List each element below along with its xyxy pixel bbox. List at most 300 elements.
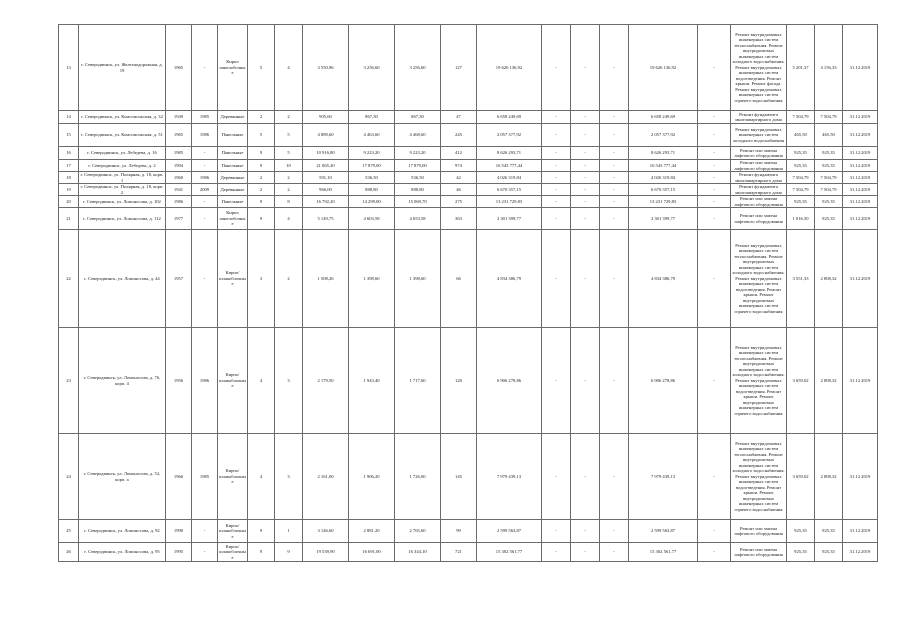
- cell-cost-regional: -: [571, 184, 600, 196]
- cell-entrances: 3: [275, 434, 303, 520]
- cell-area-living: 1 943,40: [349, 328, 395, 434]
- cell-area-residential: 2 765,60: [395, 520, 441, 543]
- cell-row-number: 21: [59, 208, 79, 230]
- cell-area-residential: 1 398,60: [395, 230, 441, 328]
- cell-cost-other: -: [698, 172, 731, 184]
- cell-residents: 127: [441, 25, 477, 111]
- cell-cost-regional: -: [571, 147, 600, 160]
- cell-year-commissioned: 2009: [192, 184, 218, 196]
- cell-unit-cost-limit: 7 504,79: [815, 184, 843, 196]
- cell-cost-regional: -: [571, 434, 600, 520]
- cell-year-commissioned: -: [192, 147, 218, 160]
- cell-cost-owners: 4 834 386,79: [629, 230, 698, 328]
- cell-floors: 2: [248, 172, 275, 184]
- cell-entrances: 5: [275, 124, 303, 147]
- cell-cost-total: 2 599 563,87: [477, 520, 542, 543]
- cell-cost-regional: -: [571, 543, 600, 562]
- cell-floors: 3: [248, 230, 275, 328]
- cell-wall-material: Кирпо/ шлакоблочные: [218, 520, 248, 543]
- cell-cost-other: -: [698, 184, 731, 196]
- cell-address: г. Северодвинск, ул. Комсомольская, д. 32: [79, 111, 166, 124]
- table-row: [59, 172, 878, 184]
- cell-year-commissioned: -: [192, 25, 218, 111]
- cell-wall-material: Панельные: [218, 124, 248, 147]
- cell-unit-cost-limit: 925,35: [815, 196, 843, 208]
- cell-unit-cost-limit: 465,50: [815, 124, 843, 147]
- cell-entrances: 5: [275, 147, 303, 160]
- cell-row-number: 26: [59, 543, 79, 562]
- cell-cost-federal: -: [542, 147, 571, 160]
- cell-entrances: 3: [275, 328, 303, 434]
- cell-wall-material: Кирпо/ шлакоблочные: [219, 543, 246, 560]
- cell-works-list: Ремонт фундамента многоквартирного дома: [731, 111, 787, 124]
- cell-cost-other: -: [698, 520, 731, 543]
- cell-works-list: Ремонт или замена лифтового оборудования: [731, 196, 787, 208]
- cell-cost-municipal: -: [600, 520, 629, 543]
- cell-year-commissioned: -: [192, 543, 218, 562]
- cell-wall-material: Деревянные: [218, 172, 248, 184]
- cell-year-built: 1985: [166, 147, 192, 160]
- cell-cost-municipal: -: [600, 160, 629, 172]
- cell-cost-total: 4 834 386,79: [477, 230, 542, 328]
- cell-residents: 363: [441, 208, 477, 230]
- cell-wall-material: Деревянные: [218, 184, 248, 196]
- cell-cost-regional: -: [571, 520, 600, 543]
- cell-year-built: 1956: [166, 328, 192, 434]
- cell-floors: 9: [248, 543, 275, 562]
- cell-unit-cost: 925,35: [787, 160, 815, 172]
- cell-area-total: 5 149,75: [303, 208, 349, 230]
- cell-entrances: 2: [275, 111, 303, 124]
- cell-address: г. Северодвинск, ул. Ломоносова, д. 112: [79, 208, 166, 230]
- cell-cost-regional: -: [571, 172, 600, 184]
- cell-area-living: 888,80: [349, 184, 395, 196]
- cell-floors: 4: [248, 328, 275, 434]
- cell-year-built: 1966: [166, 434, 192, 520]
- cell-area-residential: 1 717,60: [395, 328, 441, 434]
- table-row: [59, 520, 878, 543]
- cell-cost-municipal: -: [600, 25, 629, 111]
- cell-completion-date: 31.12.2019: [843, 328, 878, 434]
- cell-year-built: 1957: [166, 230, 192, 328]
- cell-year-commissioned: 1986: [192, 172, 218, 184]
- cell-area-residential: 4 468,60: [395, 124, 441, 147]
- cell-completion-date: 31.12.2019: [843, 111, 878, 124]
- cell-area-total: 21 065,20: [303, 160, 349, 172]
- cell-wall-material: Кирпо панелобочныe: [218, 25, 248, 111]
- cell-works-list: Ремонт фундамента многоквартирного дома: [731, 184, 787, 196]
- cell-wall-material: Кирпо/ шлакоблочные: [218, 328, 248, 434]
- table-row: [59, 147, 878, 160]
- cell-area-total: 1 508,26: [303, 230, 349, 328]
- cell-cost-other: -: [698, 25, 731, 111]
- cell-cost-other: -: [698, 543, 731, 562]
- cell-cost-federal: -: [542, 111, 571, 124]
- cell-area-living: 16 691,00: [349, 543, 395, 562]
- cell-cost-other: -: [698, 196, 731, 208]
- cell-address: г. Северодвинск, ул. Ломоносова, д. 76, корп. 4: [79, 328, 166, 434]
- cell-address: г. Северодвинск, ул. Комсомольская, д. 51: [79, 124, 166, 147]
- cell-floors: 4: [248, 434, 275, 520]
- cell-area-total: 966,00: [303, 184, 349, 196]
- cell-cost-regional: -: [571, 160, 600, 172]
- cell-area-residential: 888,80: [395, 184, 441, 196]
- cell-area-living: 1 398,60: [349, 230, 395, 328]
- cell-entrances: 4: [275, 208, 303, 230]
- cell-area-total: 905,60: [303, 111, 349, 124]
- cell-cost-owners: 7 979 439,13: [629, 434, 698, 520]
- cell-cost-total: 6 658 249,69: [477, 111, 542, 124]
- cell-floors: 9: [248, 208, 275, 230]
- cell-residents: 42: [441, 172, 477, 184]
- cell-unit-cost-limit: 925,35: [815, 543, 843, 562]
- cell-year-built: 1977: [166, 208, 192, 230]
- cell-unit-cost: 925,35: [787, 147, 815, 160]
- cell-area-residential: 867,30: [395, 111, 441, 124]
- cell-completion-date: 31.12.2019: [843, 230, 878, 328]
- cell-cost-owners: 6 906 278,86: [629, 328, 698, 434]
- cell-cost-regional: -: [571, 25, 600, 111]
- cell-year-built: 1941: [166, 184, 192, 196]
- cell-area-living: 9 223,20: [349, 147, 395, 160]
- cell-cost-municipal: -: [600, 172, 629, 184]
- cell-unit-cost: 3 659,02: [787, 328, 815, 434]
- cell-cost-owners: 16 543 777,44: [629, 160, 698, 172]
- cell-cost-municipal: -: [600, 124, 629, 147]
- cell-entrances: 1: [275, 520, 303, 543]
- cell-wall-material: Панельные: [218, 160, 248, 172]
- cell-unit-cost-limit: 2 808,32: [815, 434, 843, 520]
- cell-cost-federal: -: [542, 328, 571, 434]
- cell-year-built: 1965: [166, 25, 192, 111]
- cell-cost-federal: -: [542, 230, 571, 328]
- cell-cost-other: -: [698, 147, 731, 160]
- cell-cost-owners: 19 626 136,92: [629, 25, 698, 111]
- cell-cost-owners: 2 599 563,87: [629, 520, 698, 543]
- cell-works-list: Ремонт внутридомовых инженерных систем холодного водоснабжения: [731, 124, 787, 147]
- cell-completion-date: 31.12.2019: [843, 147, 878, 160]
- cell-residents: 721: [441, 543, 477, 562]
- cell-year-built: 1960: [166, 172, 192, 184]
- table-row: [59, 230, 878, 328]
- table-body: [59, 25, 878, 562]
- cell-completion-date: 31.12.2019: [843, 25, 878, 111]
- cell-works-list: Ремонт или замена лифтового оборудования: [731, 208, 787, 230]
- cell-cost-owners: 2 301 399,77: [629, 208, 698, 230]
- cell-cost-total: 6 906 278,86: [477, 328, 542, 434]
- cell-area-residential: 17 879,00: [395, 160, 441, 172]
- cell-residents: 66: [441, 230, 477, 328]
- cell-floors: 9: [248, 160, 275, 172]
- cell-row-number: 16: [59, 147, 79, 160]
- cell-area-living: 14 299,00: [349, 196, 395, 208]
- cell-address: г. Северодвинск, ул. Ломоносова, д. 95: [79, 543, 166, 562]
- cell-cost-municipal: -: [600, 230, 629, 328]
- cell-unit-cost: 3 659,02: [787, 434, 815, 520]
- cell-cost-federal: -: [542, 184, 571, 196]
- cell-floors: 5: [248, 124, 275, 147]
- cell-wall-material: Кирпо/ шлакоблочные: [218, 434, 248, 520]
- cell-cost-total: 8 626 293,71: [477, 147, 542, 160]
- cell-cost-municipal: -: [600, 328, 629, 434]
- cell-unit-cost-limit: 2 808,32: [815, 328, 843, 434]
- cell-area-residential: 16 344,10: [395, 543, 441, 562]
- cell-unit-cost-limit: 7 504,79: [815, 172, 843, 184]
- cell-area-living: 867,30: [349, 111, 395, 124]
- cell-area-residential: 536,50: [395, 172, 441, 184]
- cell-area-living: 17 879,00: [349, 160, 395, 172]
- cell-year-commissioned: -: [192, 520, 218, 543]
- cell-floors: 2: [248, 184, 275, 196]
- cell-cost-federal: -: [542, 160, 571, 172]
- cell-row-number: 14: [59, 111, 79, 124]
- cell-cost-federal: -: [542, 208, 571, 230]
- cell-cost-federal: -: [542, 196, 571, 208]
- cell-year-commissioned: -: [192, 230, 218, 328]
- cell-entrances: 10: [275, 160, 303, 172]
- cell-row-number: 24: [59, 434, 79, 520]
- cell-unit-cost-limit: 2 808,32: [815, 230, 843, 328]
- cell-entrances: 9: [275, 543, 303, 562]
- cell-cost-owners: 13 231 729,83: [629, 196, 698, 208]
- cell-area-living: 4 463,60: [349, 124, 395, 147]
- cell-area-living: 1 906,20: [349, 434, 395, 520]
- cell-address: г. Северодвинск, ул. Железнодорожная, д. 19: [79, 25, 166, 111]
- cell-cost-total: 15 302 561,77: [477, 543, 542, 562]
- cell-cost-other: -: [698, 434, 731, 520]
- cell-cost-municipal: -: [600, 147, 629, 160]
- cell-wall-material: Панельные: [218, 196, 248, 208]
- cell-year-commissioned: -: [192, 208, 218, 230]
- cell-completion-date: 31.12.2019: [843, 543, 878, 562]
- cell-cost-total: 6 670 357,15: [477, 184, 542, 196]
- cell-unit-cost: 7 504,79: [787, 172, 815, 184]
- cell-residents: 245: [441, 124, 477, 147]
- table-row: [59, 25, 878, 111]
- cell-cost-federal: -: [542, 520, 571, 543]
- cell-floors: 9: [248, 147, 275, 160]
- cell-floors: 9: [248, 196, 275, 208]
- cell-works-list: Ремонт или замена лифтового оборудования: [731, 520, 787, 543]
- cell-row-number: 20: [59, 196, 79, 208]
- cell-area-living: 4 603,58: [349, 208, 395, 230]
- cell-year-commissioned: 1985: [192, 111, 218, 124]
- cell-wall-material: Панельные: [218, 147, 248, 160]
- table-row: [59, 160, 878, 172]
- cell-residents: 412: [441, 147, 477, 160]
- cell-cost-municipal: -: [600, 543, 629, 562]
- cell-cost-federal: -: [542, 172, 571, 184]
- cell-unit-cost: 465,50: [787, 124, 815, 147]
- cell-wall-material: Деревянные: [218, 111, 248, 124]
- cell-year-built: 1949: [166, 111, 192, 124]
- table-row: [59, 111, 878, 124]
- cell-works-list: Ремонт или замена лифтового оборудования: [731, 160, 787, 172]
- cell-area-residential: 1 726,00: [395, 434, 441, 520]
- cell-area-living: 3 256,60: [349, 25, 395, 111]
- cell-cost-total: 2 057 377,92: [477, 124, 542, 147]
- capital-repair-table: [58, 24, 878, 562]
- cell-unit-cost-limit: 925,35: [815, 160, 843, 172]
- cell-cost-other: -: [698, 111, 731, 124]
- cell-completion-date: 31.12.2019: [843, 208, 878, 230]
- cell-cost-federal: -: [542, 434, 571, 520]
- cell-entrances: 4: [275, 25, 303, 111]
- cell-cost-municipal: -: [600, 184, 629, 196]
- cell-completion-date: 31.12.2019: [843, 160, 878, 172]
- cell-year-built: 1994: [166, 160, 192, 172]
- cell-unit-cost-limit: 925,35: [815, 520, 843, 543]
- cell-cost-other: -: [698, 328, 731, 434]
- cell-cost-owners: 15 302 561,77: [629, 543, 698, 562]
- cell-area-total: 2 161,00: [303, 434, 349, 520]
- cell-residents: 275: [441, 196, 477, 208]
- cell-entrances: 8: [275, 196, 303, 208]
- cell-completion-date: 31.12.2019: [843, 184, 878, 196]
- cell-wall-material: Кирпо/ шлакоблочные: [218, 230, 248, 328]
- table-row: [59, 124, 878, 147]
- cell-year-commissioned: 1986: [192, 124, 218, 147]
- cell-address: г. Северодвинск, ул. Ломоносова, д. 44: [79, 230, 166, 328]
- cell-row-number: 19: [59, 184, 79, 196]
- cell-row-number: 18: [59, 172, 79, 184]
- cell-cost-municipal: -: [600, 434, 629, 520]
- cell-entrances: 2: [275, 172, 303, 184]
- cell-cost-total: 13 231 729,83: [477, 196, 542, 208]
- cell-row-number: 25: [59, 520, 79, 543]
- table-row: [59, 196, 878, 208]
- cell-unit-cost: 3 551,33: [787, 230, 815, 328]
- cell-works-list: Ремонт внутридомовых инженерных систем теплоснабжения. Ремонт внутридомовых инженерных систем холодного водоснабжения. Ремонт внутридомовых инженерных систем водоотведения. Ремонт крыши. Ремонт внутридомовых инженерных систем горячего водоснабжения: [731, 328, 787, 434]
- cell-works-list: Ремонт внутридомовых инженерных систем теплоснабжения. Ремонт внутридомовых инженерных систем холодного водоснабжения. Ремонт внутридомовых инженерных систем водоотведения. Ремонт крыши. Ремонт внутридомовых инженерных систем горячего водоснабжения: [731, 434, 787, 520]
- cell-area-residential: 15 069,70: [395, 196, 441, 208]
- cell-area-total: 4 889,60: [303, 124, 349, 147]
- cell-residents: 46: [441, 184, 477, 196]
- cell-completion-date: 31.12.2019: [843, 196, 878, 208]
- cell-year-commissioned: 1985: [192, 434, 218, 520]
- cell-cost-other: -: [698, 160, 731, 172]
- cell-year-commissioned: -: [192, 196, 218, 208]
- cell-completion-date: 31.12.2019: [843, 172, 878, 184]
- cell-unit-cost-limit: 7 504,79: [815, 111, 843, 124]
- cell-area-total: 16 792,20: [303, 196, 349, 208]
- table-row: [59, 543, 878, 562]
- cell-row-number: 13: [59, 25, 79, 111]
- cell-year-built: 1990: [166, 520, 192, 543]
- cell-cost-total: 2 301 399,77: [477, 208, 542, 230]
- cell-area-total: 591,10: [303, 172, 349, 184]
- cell-works-list: Ремонт фундамента многоквартирного дома: [731, 172, 787, 184]
- cell-area-total: 3 550,96: [303, 25, 349, 111]
- cell-residents: 120: [441, 328, 477, 434]
- cell-address: г. Северодвинск, ул. Лебедева, д. 16: [79, 147, 166, 160]
- cell-area-residential: 3 256,60: [395, 25, 441, 111]
- cell-unit-cost: 925,35: [787, 196, 815, 208]
- cell-unit-cost: 7 504,79: [787, 111, 815, 124]
- cell-floors: 9: [248, 520, 275, 543]
- cell-unit-cost: 925,35: [787, 520, 815, 543]
- cell-year-built: 1965: [166, 124, 192, 147]
- cell-completion-date: 31.12.2019: [843, 124, 878, 147]
- cell-unit-cost: 1 016,50: [787, 208, 815, 230]
- cell-cost-federal: -: [542, 124, 571, 147]
- cell-cost-total: 4 026 319,84: [477, 172, 542, 184]
- cell-wall-material: Кирпо панелобочныe: [218, 208, 248, 230]
- cell-year-built: 1986: [166, 196, 192, 208]
- cell-unit-cost: 925,35: [787, 543, 815, 562]
- cell-address: г. Северодвинск, ул. Полярная, д. 18, корп. 1: [80, 172, 164, 183]
- table-row: [59, 208, 878, 230]
- cell-unit-cost: 5 201,37: [787, 25, 815, 111]
- cell-cost-owners: 8 626 293,71: [629, 147, 698, 160]
- cell-area-total: 2 179,50: [303, 328, 349, 434]
- cell-area-living: 536,50: [349, 172, 395, 184]
- cell-address: г. Северодвинск, ул. Ломоносова, д. 102: [79, 196, 166, 208]
- cell-row-number: 15: [59, 124, 79, 147]
- cell-completion-date: 31.12.2019: [843, 520, 878, 543]
- cell-works-list: Ремонт или замена лифтового оборудования: [731, 543, 787, 562]
- cell-area-residential: 9 223,20: [395, 147, 441, 160]
- cell-year-commissioned: -: [192, 160, 218, 172]
- table-row: [59, 184, 878, 196]
- cell-address: г. Северодвинск, ул. Ломоносова, д. 52, корп. а: [79, 434, 166, 520]
- cell-row-number: 23: [59, 328, 79, 434]
- cell-residents: 47: [441, 111, 477, 124]
- table-row: [59, 434, 878, 520]
- cell-works-list: Ремонт внутридомовых инженерных систем теплоснабжения. Ремонт внутридомовых инженерных систем холодного водоснабжения. Ремонт внутридомовых инженерных систем водоотведения. Ремонт крыши. Ремонт внутридомовых инженерных систем горячего водоснабжения: [731, 230, 787, 328]
- cell-cost-regional: -: [571, 208, 600, 230]
- cell-unit-cost-limit: 4 156,33: [815, 25, 843, 111]
- cell-area-residential: 4 653,58: [395, 208, 441, 230]
- cell-cost-owners: 6 658 249,69: [629, 111, 698, 124]
- table-row: [59, 328, 878, 434]
- cell-works-list: Ремонт внутридомовых инженерных систем теплоснабжения. Ремонт внутридомовых инженерных систем холодного водоснабжения. Ремонт внутридомовых инженерных систем водоотведения. Ремонт крыши. Ремонт фасада. Ремонт внутридомовых инженерных систем горячего водоснабжения: [731, 25, 787, 111]
- cell-cost-regional: -: [571, 328, 600, 434]
- cell-cost-regional: -: [571, 230, 600, 328]
- cell-cost-total: 16 543 777,44: [477, 160, 542, 172]
- cell-cost-other: -: [698, 208, 731, 230]
- cell-address: г. Северодвинск, ул. Полярная, д. 18, корп. 2: [80, 184, 164, 195]
- cell-cost-federal: -: [542, 25, 571, 111]
- cell-cost-other: -: [698, 230, 731, 328]
- cell-area-total: 19 539,90: [303, 543, 349, 562]
- cell-year-commissioned: 1986: [192, 328, 218, 434]
- cell-residents: 974: [441, 160, 477, 172]
- cell-entrances: 2: [275, 184, 303, 196]
- cell-area-living: 2 881,20: [349, 520, 395, 543]
- cell-cost-owners: 6 670 357,15: [629, 184, 698, 196]
- cell-address: г. Северодвинск, ул. Лебедева, д. 2: [79, 160, 166, 172]
- cell-works-list: Ремонт или замена лифтового оборудования: [731, 147, 787, 160]
- cell-cost-regional: -: [571, 196, 600, 208]
- cell-unit-cost-limit: 925,35: [815, 208, 843, 230]
- cell-cost-regional: -: [571, 111, 600, 124]
- cell-unit-cost: 7 504,79: [787, 184, 815, 196]
- cell-cost-total: 19 626 136,92: [477, 25, 542, 111]
- cell-address: г. Северодвинск, ул. Ломоносова, д. 92: [79, 520, 166, 543]
- cell-area-total: 3 146,60: [303, 520, 349, 543]
- cell-cost-total: 7 979 439,13: [477, 434, 542, 520]
- cell-floors: 5: [248, 25, 275, 111]
- cell-year-built: 1995: [166, 543, 192, 562]
- cell-completion-date: 31.12.2019: [843, 434, 878, 520]
- cell-cost-other: -: [698, 124, 731, 147]
- cell-unit-cost-limit: 925,35: [815, 147, 843, 160]
- cell-cost-owners: 2 057 377,92: [629, 124, 698, 147]
- cell-row-number: 22: [59, 230, 79, 328]
- cell-residents: 145: [441, 434, 477, 520]
- cell-cost-municipal: -: [600, 196, 629, 208]
